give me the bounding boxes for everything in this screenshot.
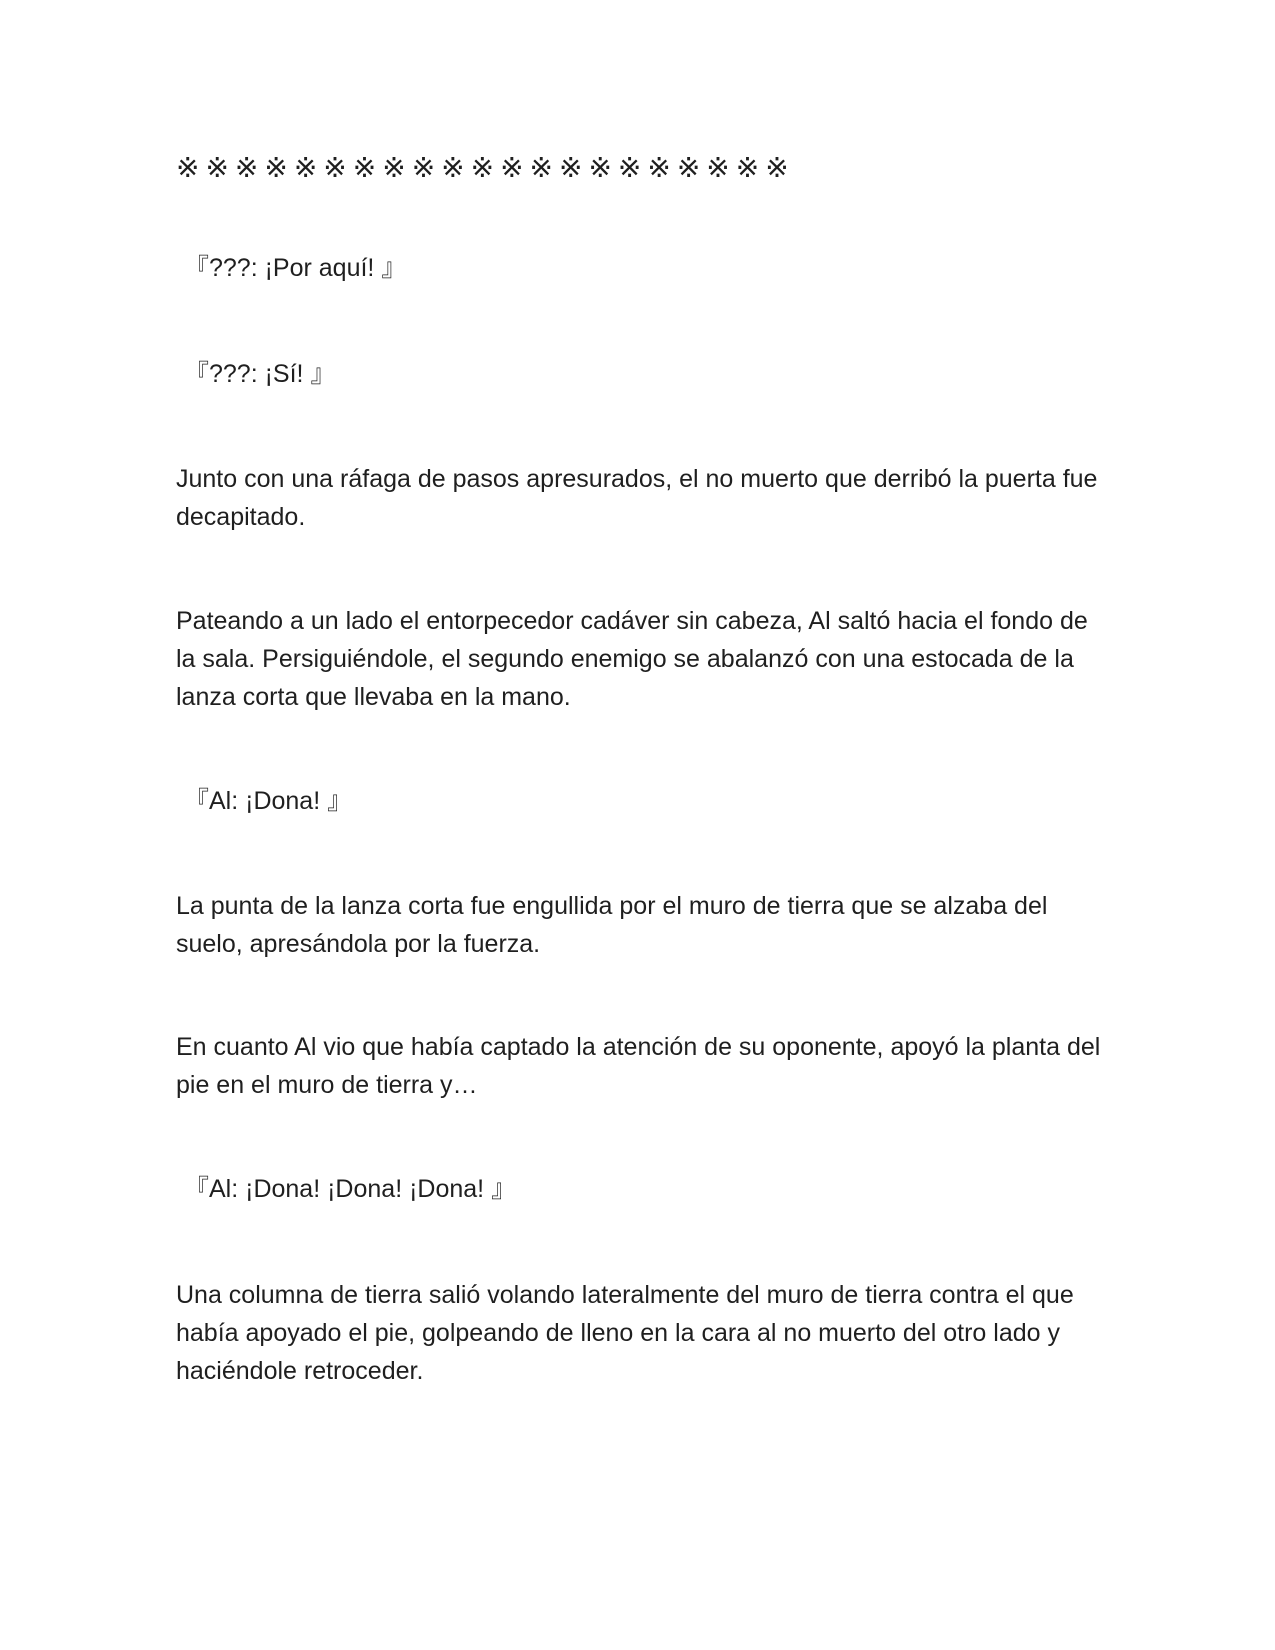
dialogue-line: 『Al: ¡Dona! ¡Dona! ¡Dona! 』	[184, 1175, 517, 1203]
dialogue-line: 『???: ¡Sí! 』	[184, 360, 336, 388]
narrative-paragraph: Pateando a un lado el entorpecedor cadáver sin cabeza, Al saltó hacia el fondo de la sala. Persiguiéndole, el segundo enemigo se abalanzó con una estocada de la lanza corta que llevaba en la mano.	[176, 607, 1088, 711]
dialogue-line: 『???: ¡Por aquí! 』	[184, 254, 407, 282]
scene-separator: ※※※※※※※※※※※※※※※※※※※※※	[176, 151, 795, 184]
narrative-paragraph: Una columna de tierra salió volando lateralmente del muro de tierra contra el que había apoyado el pie, golpeando de lleno en la cara al no muerto del otro lado y haciéndole retroceder.	[176, 1281, 1074, 1385]
narrative-paragraph: En cuanto Al vio que había captado la atención de su oponente, apoyó la planta del pie en el muro de tierra y…	[176, 1033, 1101, 1099]
narrative-paragraph: La punta de la lanza corta fue engullida por el muro de tierra que se alzaba del suelo, apresándola por la fuerza.	[176, 892, 1048, 958]
narrative-paragraph: Junto con una ráfaga de pasos apresurados, el no muerto que derribó la puerta fue decapitado.	[176, 465, 1098, 531]
dialogue-line: 『Al: ¡Dona! 』	[184, 787, 353, 815]
